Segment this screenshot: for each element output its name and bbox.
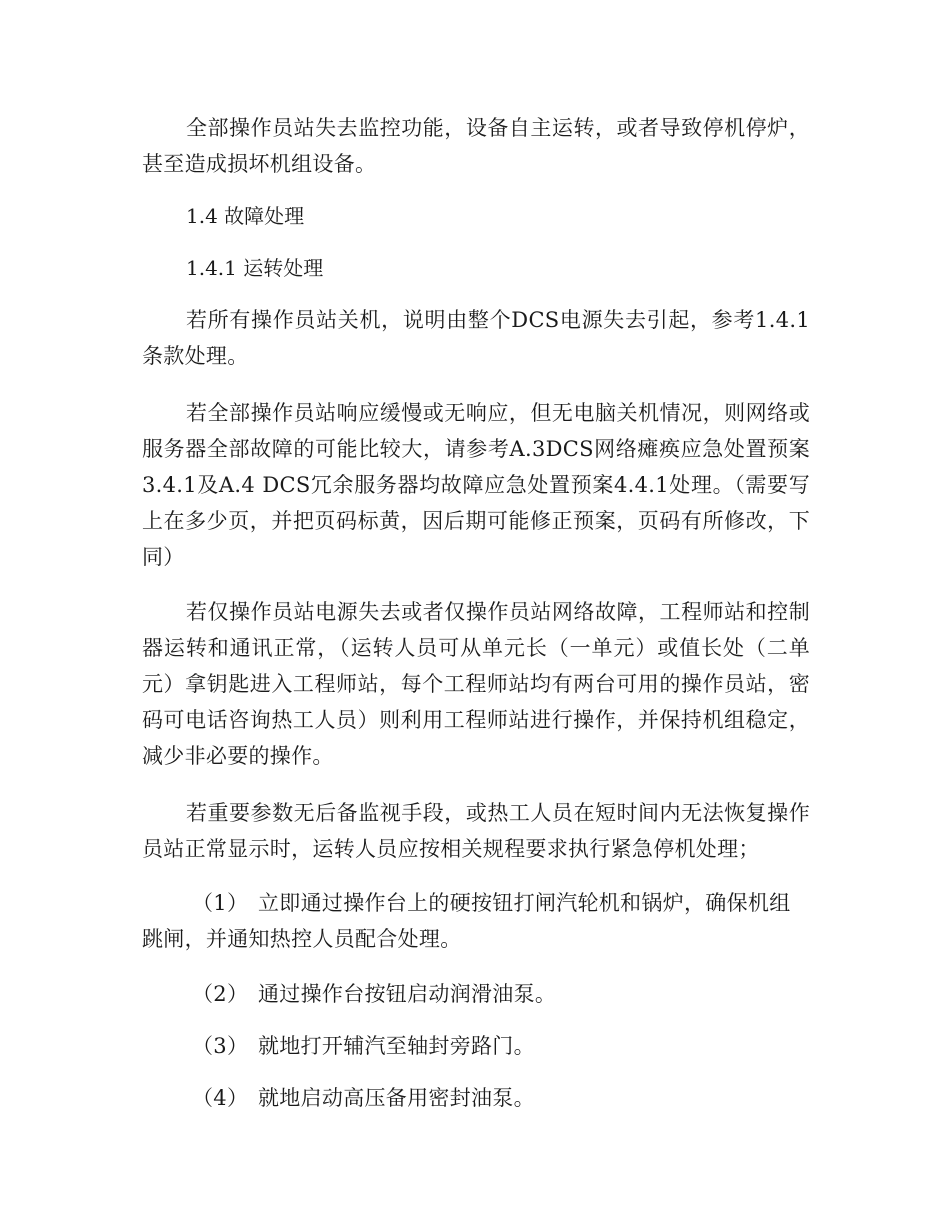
list-item-number: （4） bbox=[192, 1086, 249, 1110]
paragraph-power-or-network-loss: 若仅操作员站电源失去或者仅操作员站网络故障，工程师站和控制器运转和通讯正常，（运转人员可从单元长（一单元）或值长处（二单元）拿钥匙进入工程师站，每个工程师站均有两台可用的操作员站，密码可电话咨询热工人员）则利用工程师站进行操作，并保持机组稳定，减少非必要的操作。 bbox=[142, 600, 810, 768]
paragraph-monitoring-loss: 全部操作员站失去监控功能，设备自主运转，或者导致停机停炉，甚至造成损坏机组设备。 bbox=[142, 116, 810, 176]
list-item bbox=[142, 1028, 810, 1064]
list-item-number: （3） bbox=[192, 1034, 249, 1058]
list-item bbox=[142, 885, 810, 957]
list-item bbox=[142, 1080, 810, 1116]
list-item-text: 就地打开辅汽至轴封旁路门。 bbox=[258, 1034, 535, 1058]
list-item-text: 就地启动高压备用密封油泵。 bbox=[258, 1086, 535, 1110]
paragraph-all-stations-off: 若所有操作员站关机，说明由整个DCS电源失去引起，参考1.4.1条款处理。 bbox=[142, 308, 810, 368]
list-item-text: 立即通过操作台上的硬按钮打闸汽轮机和锅炉，确保机组跳闸，并通知热控人员配合处理。 bbox=[142, 891, 791, 951]
paragraph-emergency-shutdown: 若重要参数无后备监视手段，或热工人员在短时间内无法恢复操作员站正常显示时，运转人员应按相关规程要求执行紧急停机处理； bbox=[142, 801, 810, 861]
list-item-number: （2） bbox=[192, 982, 249, 1006]
subsection-heading-operation-handling: 1.4.1 运转处理 bbox=[186, 256, 324, 280]
list-item-number: （1） bbox=[192, 891, 249, 915]
list-item bbox=[142, 976, 810, 1012]
section-heading-fault-handling: 1.4 故障处理 bbox=[186, 204, 305, 228]
list-item-text: 通过操作台按钮启动润滑油泵。 bbox=[258, 982, 557, 1006]
paragraph-slow-response: 若全部操作员站响应缓慢或无响应，但无电脑关机情况，则网络或服务器全部故障的可能比较大，请参考A.3DCS网络瘫痪应急处置预案3.4.1及A.4 DCS冗余服务器均故障应急处置预案4.4.1处理。（需要写上在多少页，并把页码标黄，因后期可能修正预案，页码有所修改，下同） bbox=[142, 401, 810, 569]
